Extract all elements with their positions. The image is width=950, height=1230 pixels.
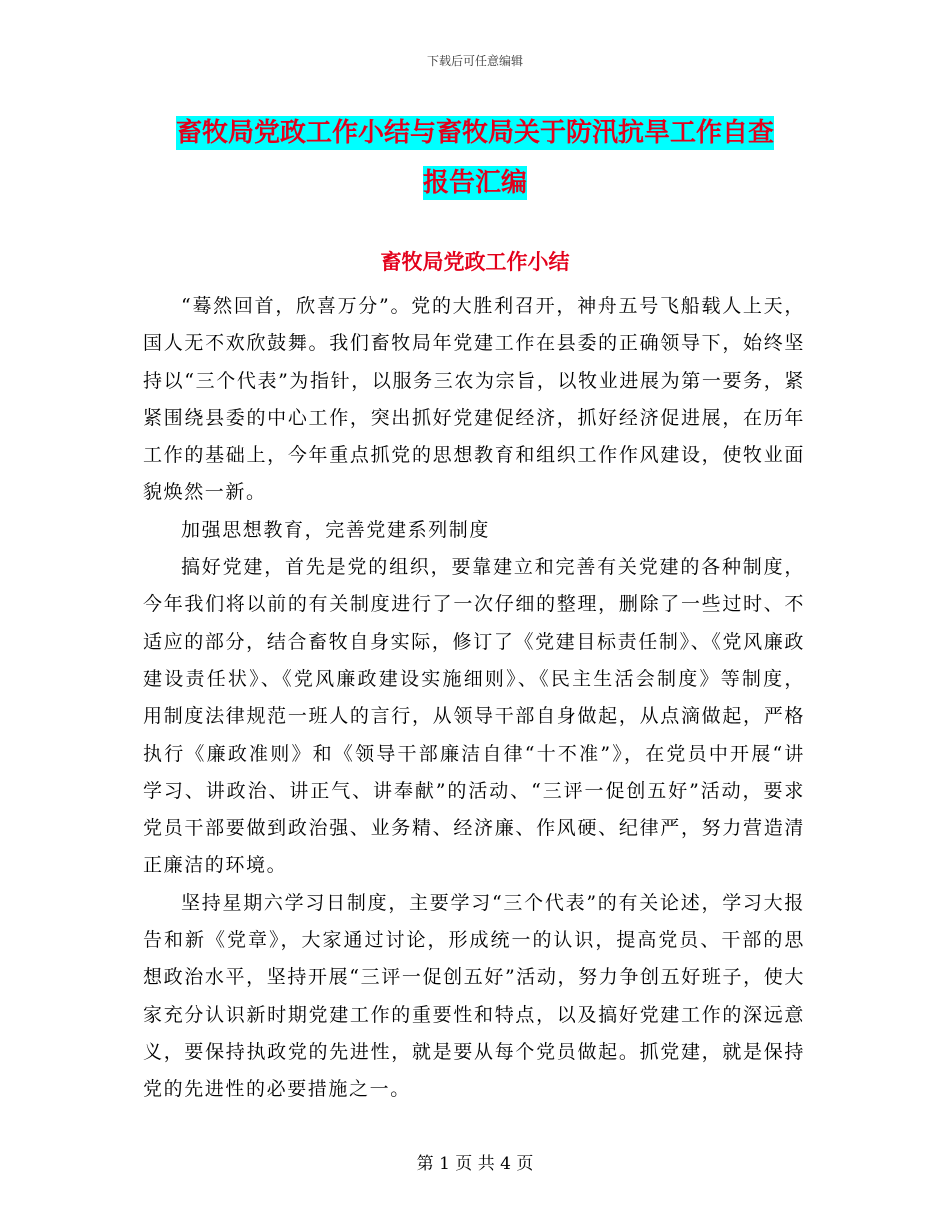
- section-title: 畜牧局党政工作小结: [380, 250, 570, 274]
- paragraph-1: “蓦然回首，欣喜万分”。党的大胜利召开，神舟五号飞船载人上天，国人无不欢欣鼓舞。我们畜牧局年党建工作在县委的正确领导下，始终坚持以“三个代表”为指针，以服务三农为宗旨，以牧业进展为第一要务，紧紧围绕县委的中心工作，突出抓好党建促经济，抓好经济促进展，在历年工作的基础上，今年重点抓党的思想教育和组织工作作风建设，使牧业面貌焕然一新。: [143, 295, 805, 504]
- document-body: [143, 288, 805, 1109]
- paragraph-2: 加强思想教育，完善党建系列制度: [181, 518, 491, 541]
- document-title: [140, 108, 810, 208]
- paragraph-4: 坚持星期六学习日制度，主要学习“三个代表”的有关论述，学习大报告和新《党章》，大家通过讨论，形成统一的认识，提高党员、干部的思想政治水平，坚持开展“三评一促创五好”活动，努力争创五好班子，使大家充分认识新时期党建工作的重要性和特点，以及搞好党建工作的深远意义，要保持执政党的先进性，就是要从每个党员做起。抓党建，就是保持党的先进性的必要措施之一。: [143, 891, 805, 1101]
- page-header-note: 下载后可任意编辑: [426, 54, 523, 68]
- paragraph-3: 搞好党建，首先是党的组织，要靠建立和完善有关党建的各种制度，今年我们将以前的有关制度进行了一次仔细的整理，删除了一些过时、不适应的部分，结合畜牧自身实际，修订了《党建目标责任制》、《党风廉政建设责任状》、《党风廉政建设实施细则》、《民主生活会制度》等制度，用制度法律规范一班人的言行，从领导干部自身做起，从点滴做起，严格执行《廉政准则》和《领导干部廉洁自律“十不准”》，在党员中开展“讲学习、讲政治、讲正气、讲奉献”的活动、“三评一促创五好”活动，要求党员干部要做到政治强、业务精、经济廉、作风硬、纪律严，努力营造清正廉洁的环境。: [143, 556, 805, 877]
- document-title-line-1: 畜牧局党政工作小结与畜牧局关于防汛抗旱工作自查: [175, 118, 774, 148]
- document-title-line-2: 报告汇编: [422, 168, 527, 198]
- page-number: 第 1 页 共 4 页: [416, 1154, 534, 1174]
